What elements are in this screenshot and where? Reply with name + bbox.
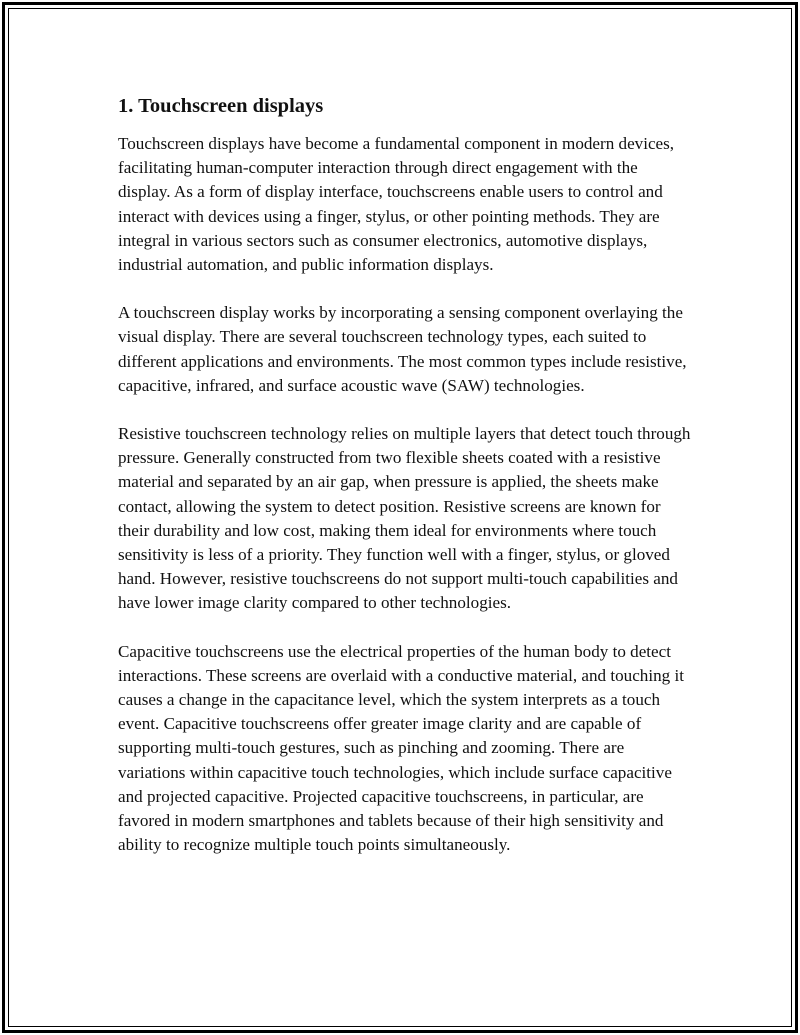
paragraph-capacitive: Capacitive touchscreens use the electrical properties of the human body to detect interactions. These screens are overlaid with a conductive material, and touching it causes a change in the capacitance level, which the system interprets as a touch event. Capacitive touchscreens offer greater image clarity and are capable of supporting multi-touch gestures, such as pinching and zooming. There are variations within capacitive touch technologies, which include surface capacitive and projected capacitive. Projected capacitive touchscreens, in particular, are favored in modern smartphones and tablets because of their high sensitivity and ability to recognize multiple touch points simultaneously.: [118, 641, 684, 855]
paragraph-intro: Touchscreen displays have become a fundamental component in modern devices, facilitating human-computer interaction through direct engagement with the display. As a form of display interface, touchscreens enable users to control and interact with devices using a finger, stylus, or other pointing methods. They are integral in various sectors such as consumer electronics, automotive displays, industrial automation, and public information displays.: [118, 134, 675, 275]
section-heading: 1. Touchscreen displays: [118, 95, 324, 117]
document-body: [118, 92, 693, 881]
paragraph-resistive: Resistive touchscreen technology relies on multiple layers that detect touch through pressure. Generally constructed from two flexible sheets coated with a resistive material and separated by an air gap, when pressure is applied, the sheets make contact, allowing the system to detect position. Resistive screens are known for their durability and low cost, making them ideal for environments where touch sensitivity is less of a priority. They function well with a finger, stylus, or gloved hand. However, resistive touchscreens do not support multi-touch capabilities and have lower image clarity compared to other technologies.: [118, 424, 691, 613]
paragraph-how-it-works: A touchscreen display works by incorporating a sensing component overlaying the visual display. There are several touchscreen technology types, each suited to different applications and environments. The most common types include resistive, capacitive, infrared, and surface acoustic wave (SAW) technologies.: [118, 303, 687, 395]
